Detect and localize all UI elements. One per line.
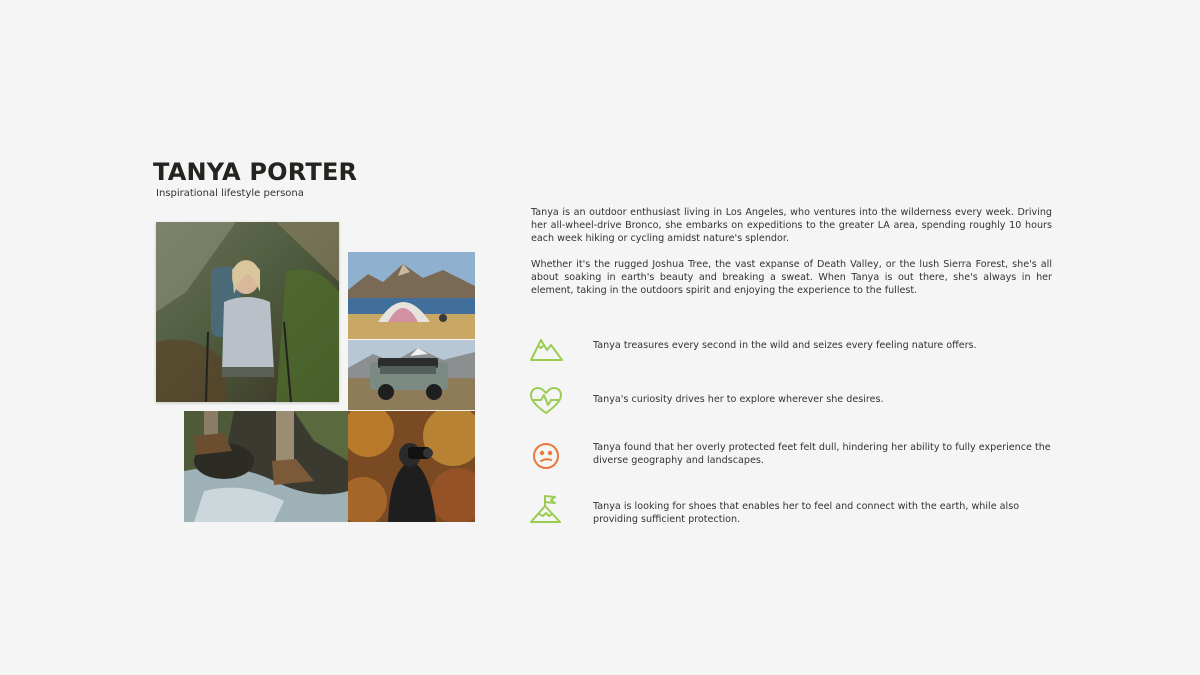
point-text: Tanya is looking for shoes that enables her to feel and connect with the earth, while also providing sufficient protection.: [593, 501, 1020, 525]
persona-name: TANYA PORTER: [153, 158, 358, 186]
point-text: Tanya's curiosity drives her to explore wherever she desires.: [593, 394, 884, 405]
confused-face-icon: [529, 441, 565, 471]
tent-lake-photo: [348, 252, 475, 339]
description-paragraph: Tanya is an outdoor enthusiast living in Los Angeles, who ventures into the wilderness every week. Driving her all-wheel-drive Bronco, she embarks on expeditions to the greater LA area, spending roughly 10 hours each week hiking or cycling amidst nature's splendor.: [531, 207, 1052, 244]
persona-subtitle: Inspirational lifestyle persona: [156, 188, 304, 199]
description-paragraph: Whether it's the rugged Joshua Tree, the vast expanse of Death Valley, or the lush Sierra Forest, she's all about soaking in earth's beauty and breaking a sweat. When Tanya is out there, she's always in her element, taking in the outdoors spirit and enjoying the experience to the fullest.: [531, 259, 1052, 296]
point-text: Tanya treasures every second in the wild and seizes every feeling nature offers.: [593, 340, 977, 351]
bronco-car-photo: [348, 340, 475, 410]
photographer-autumn-photo: [348, 411, 475, 522]
summit-flag-icon: [529, 494, 565, 524]
heart-pulse-icon: [529, 386, 565, 416]
persona-description: [531, 206, 1052, 310]
hiker-woman-photo: [156, 222, 339, 402]
mountains-icon: [529, 333, 565, 363]
point-text: Tanya found that her overly protected feet felt dull, hindering her ability to fully experience the diverse geography and landscapes.: [593, 442, 1051, 466]
boots-stream-photo: [184, 411, 348, 522]
